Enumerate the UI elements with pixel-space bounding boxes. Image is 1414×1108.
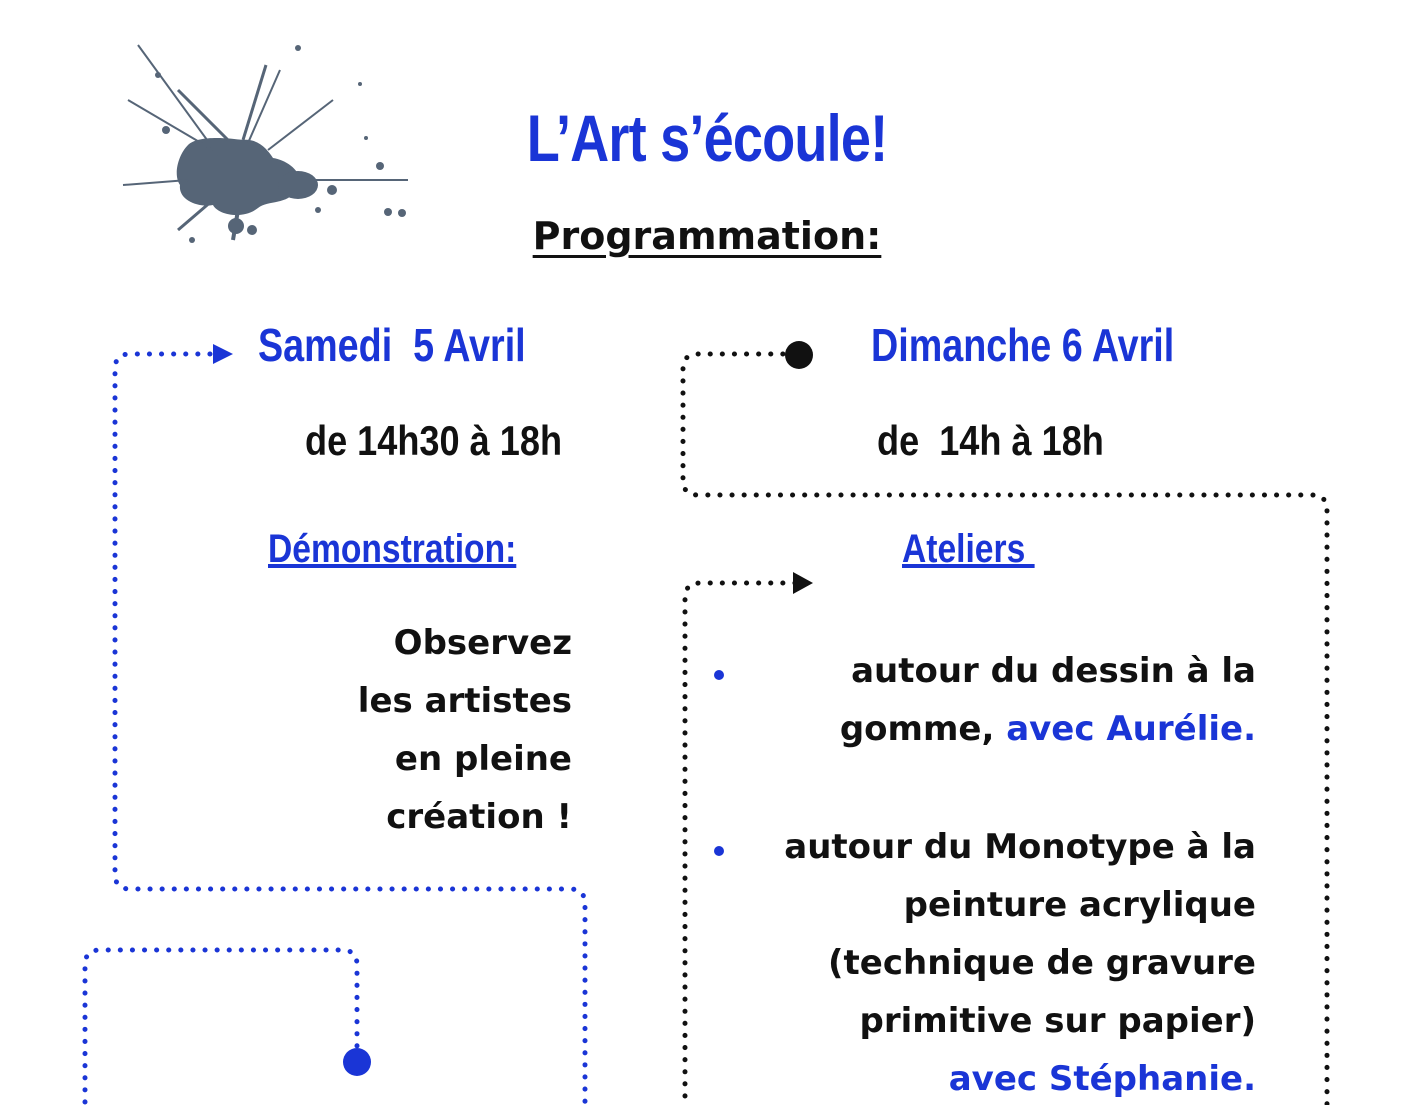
workshop-text-line: autour du dessin à la [851,651,1256,691]
saturday-hours: de 14h30 à 18h [305,417,563,464]
workshop-item-monotype [740,818,1256,1108]
workshop-item-drawing [740,642,1256,758]
workshop-credit: avec Stéphanie. [948,1059,1256,1099]
sunday-hours: de 14h à 18h [877,417,1104,464]
workshop-text-line: (technique de gravure [828,943,1256,983]
workshop-text-line: autour du Monotype à la [784,827,1256,867]
page-subtitle [0,214,1414,258]
saturday-description [300,614,572,846]
saturday-text-line: en pleine [394,739,572,779]
saturday-text-line: les artistes [357,681,572,721]
sunday-section-heading: Ateliers [902,527,1035,571]
bullet-icon [714,670,724,680]
saturday-day-heading: Samedi 5 Avril [258,319,526,371]
saturday-text-line: création ! [386,797,572,837]
sunday-day-heading: Dimanche 6 Avril [871,319,1175,371]
workshop-text: gomme, [839,709,995,749]
saturday-section-heading: Démonstration: [268,527,517,571]
workshop-text-line: peinture acrylique [903,885,1256,925]
workshop-credit: avec Aurélie. [1006,709,1256,749]
page-title: L’Art s’écoule! [526,101,888,175]
workshop-text-line: primitive sur papier) [859,1001,1256,1041]
subtitle-text: Programmation: [532,214,882,258]
bullet-icon [714,846,724,856]
workshop-text-line [740,700,1256,758]
saturday-text-line: Observez [393,623,572,663]
